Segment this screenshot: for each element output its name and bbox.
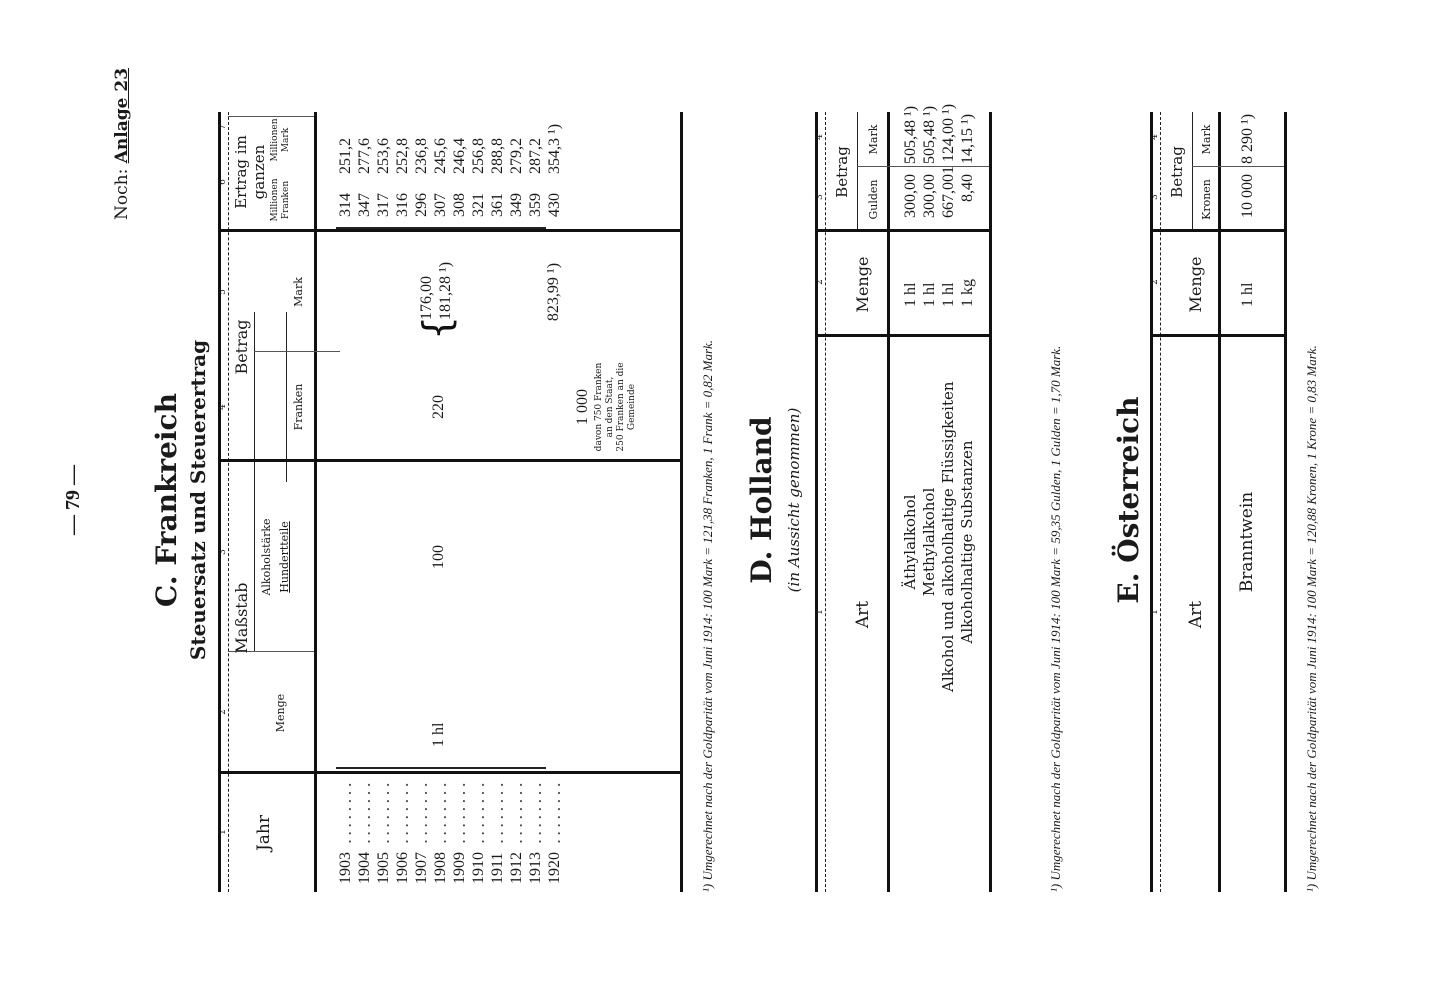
menge-cell: 1 kg bbox=[959, 279, 976, 307]
mio-mark-cell: 277,6 bbox=[356, 138, 373, 174]
brace-massstab bbox=[336, 767, 546, 769]
mio-franken-cell: 317 bbox=[375, 193, 392, 217]
col-num: 3 bbox=[1150, 194, 1160, 200]
note-line: 250 Franken an die bbox=[616, 362, 626, 452]
header-mio-franken: Millionen Franken bbox=[270, 178, 291, 222]
menge-cell: 1 hl bbox=[1239, 282, 1256, 307]
header-mark: Mark bbox=[867, 124, 880, 155]
year-cell: 1911 bbox=[489, 852, 506, 884]
mio-mark-cell: 252,8 bbox=[394, 138, 411, 174]
menge-value: 1 hl bbox=[430, 722, 447, 747]
header-mark: Mark bbox=[1200, 124, 1213, 155]
col-num: 1 bbox=[218, 829, 228, 835]
table-row bbox=[1238, 112, 1257, 892]
france-title: C. Frankreich bbox=[150, 393, 183, 607]
year-cell: 1910 bbox=[470, 852, 487, 884]
mio-mark-cell: 253,6 bbox=[375, 138, 392, 174]
header-hundert: Hundertteile bbox=[278, 521, 291, 593]
table-row: 1912 ........ 349 279,2 bbox=[507, 138, 526, 884]
year-cell: 1908 bbox=[432, 852, 449, 884]
franken-1920: 1 000 bbox=[574, 389, 591, 425]
header-menge: Menge bbox=[274, 693, 287, 733]
france-rows bbox=[336, 112, 566, 892]
mio-mark-cell: 245,6 bbox=[432, 138, 449, 174]
table-row bbox=[939, 103, 958, 892]
austria-title: E. Österreich bbox=[1112, 396, 1145, 604]
mio-franken-cell: 349 bbox=[508, 193, 525, 217]
mio-franken-cell: 361 bbox=[489, 193, 506, 217]
table-row: 1908 ........ 307 245,6 bbox=[431, 138, 450, 884]
france-footnote: ¹) Umgerechnet nach der Goldparität vom Juni 1914: 100 Mark = 121,38 Franken, 1 Frank = 0,82 Mark. bbox=[700, 339, 715, 892]
mio-mark-cell: 287,2 bbox=[527, 138, 544, 174]
gulden-cell: 667,00 bbox=[940, 174, 957, 218]
year-cell: 1920 bbox=[546, 852, 563, 884]
annex-title: Anlage 23 bbox=[112, 67, 132, 164]
annex-prefix: Noch: bbox=[112, 168, 132, 220]
holland-rows bbox=[901, 103, 981, 892]
holland-title: D. Holland bbox=[745, 416, 778, 584]
header-art: Art bbox=[1186, 600, 1206, 629]
page-number: — 79 — bbox=[62, 465, 84, 535]
header-massstab: Maßstab bbox=[232, 582, 251, 654]
note-line: an den Staat, bbox=[605, 376, 615, 438]
table-row: 1903 ........ 314 251,2 bbox=[336, 138, 355, 884]
col-num: 4 bbox=[218, 404, 228, 410]
mio-franken-cell: 308 bbox=[451, 193, 468, 217]
menge-cell: 1 hl bbox=[921, 282, 938, 307]
header-betrag: Betrag bbox=[1168, 146, 1186, 198]
year-cell: 1905 bbox=[375, 852, 392, 884]
header-ertrag: Ertrag im ganzen bbox=[232, 135, 268, 209]
art-cell: Alkoholhaltige Substanzen bbox=[958, 440, 976, 644]
table-row: 1909 ........ 308 246,4 bbox=[450, 138, 469, 884]
header-alkohol: Alkoholstärke bbox=[260, 518, 273, 596]
table-row: 1906 ........ 316 252,8 bbox=[393, 138, 412, 884]
mio-franken-cell: 316 bbox=[394, 193, 411, 217]
header-mark: Mark bbox=[292, 277, 305, 307]
year-cell: 1906 bbox=[394, 852, 411, 884]
france-table: 1 2 3 4 5 6 7 Jahr Maßstab Menge Alkoholstärke Hundertteile Betrag Franken Mark Ertrag im ganzen Millionen Franken Millionen Mark 1903 ........ 314 251,2 1904 ........ 347 277,6 1905 ........ 317 253,6 1906 ........ 316 252,8 1907 ........ 296 236,8 1908 ........ 307 245,6 1909 ........ 308 246,4 1910 ........ 321 256,8 1911 ........ 361 288,8 1912 ........ 349 279,2 1913 ........ 359 287,2 1920 ........ 430 354,3 ¹) 1 hl 100 220 { 176,00 181,28 ¹) 1 000 davon 750 Franken an den Staat, 250 Franken an die Gemeinde 823,99 ¹) bbox=[218, 112, 688, 892]
table-row: 1913 ........ 359 287,2 bbox=[526, 138, 545, 884]
col-num: 5 bbox=[218, 289, 228, 295]
col-num: 3 bbox=[218, 549, 228, 555]
mio-mark-cell: 236,8 bbox=[413, 138, 430, 174]
table-row: 1920 ........ 430 354,3 ¹) bbox=[545, 123, 564, 884]
mark-cell: 505,48 ¹) bbox=[902, 105, 919, 164]
holland-footnote: ¹) Umgerechnet nach der Goldparität vom Juni 1914: 100 Mark = 59,35 Gulden, 1 Gulden = 1,70 Mark. bbox=[1048, 345, 1063, 892]
art-cell: Äthylalkohol bbox=[901, 494, 919, 590]
table-row bbox=[920, 105, 939, 892]
holland-table bbox=[815, 103, 995, 892]
art-cell: Alkohol und alkoholhaltige Flüssigkeiten bbox=[939, 381, 957, 692]
mark-1920: 823,99 ¹) bbox=[545, 262, 562, 322]
annex-label bbox=[112, 20, 132, 220]
header-kronen: Kronen bbox=[1200, 179, 1213, 220]
col-num: 1 bbox=[1150, 609, 1160, 615]
header-betrag: Betrag bbox=[232, 319, 251, 375]
hundert-value: 100 bbox=[430, 545, 447, 569]
table-row: 1910 ........ 321 256,8 bbox=[469, 138, 488, 884]
franken-1920-note bbox=[594, 352, 638, 462]
franken-value: 220 bbox=[430, 395, 447, 419]
header-franken: Franken bbox=[292, 383, 305, 431]
col-num: 3 bbox=[815, 194, 825, 200]
gulden-cell: 300,00 bbox=[902, 174, 919, 218]
year-cell: 1912 bbox=[508, 852, 525, 884]
table-row: 1911 ........ 361 288,8 bbox=[488, 138, 507, 884]
col-num: 2 bbox=[1150, 279, 1160, 285]
col-num: 7 bbox=[218, 124, 228, 130]
year-cell: 1903 bbox=[337, 852, 354, 884]
col-num: 4 bbox=[1150, 134, 1160, 140]
header-art: Art bbox=[853, 600, 873, 629]
france-subtitle: Steuersatz und Steuerertrag bbox=[186, 339, 210, 661]
header-jahr: Jahr bbox=[254, 814, 274, 852]
header-betrag: Betrag bbox=[833, 146, 851, 198]
brace-ertrag bbox=[336, 227, 546, 229]
year-cell: 1913 bbox=[527, 852, 544, 884]
mio-mark-cell: 279,2 bbox=[508, 138, 525, 174]
mio-franken-cell: 296 bbox=[413, 193, 430, 217]
note-line: Gemeinde bbox=[627, 383, 637, 431]
art-cell: Methylalkohol bbox=[920, 487, 938, 597]
table-row bbox=[958, 112, 977, 892]
header-mio-mark: Millionen Mark bbox=[270, 118, 291, 162]
mio-mark-cell: 256,8 bbox=[470, 138, 487, 174]
menge-cell: 1 hl bbox=[902, 282, 919, 307]
mio-mark-cell: 251,2 bbox=[337, 138, 354, 174]
col-num: 1 bbox=[815, 609, 825, 615]
mark-cell: 505,48 ¹) bbox=[921, 105, 938, 164]
col-num: 2 bbox=[218, 709, 228, 715]
mio-franken-cell: 359 bbox=[527, 193, 544, 217]
mio-franken-cell: 321 bbox=[470, 193, 487, 217]
note-line: davon 750 Franken bbox=[594, 362, 604, 452]
year-cell: 1904 bbox=[356, 852, 373, 884]
table-row: 1905 ........ 317 253,6 bbox=[374, 138, 393, 884]
col-num: 6 bbox=[218, 179, 228, 185]
mark-value-1: 176,00 bbox=[418, 276, 435, 320]
mio-franken-cell: 347 bbox=[356, 193, 373, 217]
mark-cell: 1 124,00 ¹) bbox=[940, 103, 957, 174]
mio-franken-cell: 314 bbox=[337, 193, 354, 217]
table-row: 1904 ........ 347 277,6 bbox=[355, 138, 374, 884]
mark-cell: 14,15 ¹) bbox=[959, 113, 976, 164]
mio-franken-cell: 307 bbox=[432, 193, 449, 217]
austria-footnote: ¹) Umgerechnet nach der Goldparität vom Juni 1914: 100 Mark = 120,88 Kronen, 1 Krone = 0,83 Mark. bbox=[1304, 345, 1319, 892]
art-cell: Branntwein bbox=[1237, 491, 1257, 593]
gulden-cell: 8,40 bbox=[959, 174, 976, 202]
holland-subtitle: (in Aussicht genommen) bbox=[785, 407, 803, 593]
mio-franken-cell: 430 bbox=[546, 193, 563, 217]
gulden-cell: 300,00 bbox=[921, 174, 938, 218]
year-cell: 1907 bbox=[413, 852, 430, 884]
header-menge: Menge bbox=[853, 256, 872, 313]
col-num: 4 bbox=[815, 134, 825, 140]
header-menge: Menge bbox=[1186, 256, 1205, 313]
mio-mark-cell: 246,4 bbox=[451, 138, 468, 174]
mark-cell: 8 290 ¹) bbox=[1239, 113, 1256, 164]
kronen-cell: 10 000 bbox=[1239, 174, 1256, 218]
table-row bbox=[901, 105, 920, 892]
menge-cell: 1 hl bbox=[940, 282, 957, 307]
table-row: 1907 ........ 296 236,8 bbox=[412, 138, 431, 884]
mark-value-2: 181,28 ¹) bbox=[437, 261, 454, 320]
mio-mark-cell: 354,3 ¹) bbox=[546, 123, 563, 174]
year-cell: 1909 bbox=[451, 852, 468, 884]
header-gulden: Gulden bbox=[867, 179, 880, 220]
austria-table bbox=[1150, 112, 1290, 892]
col-num: 2 bbox=[815, 279, 825, 285]
mio-mark-cell: 288,8 bbox=[489, 138, 506, 174]
